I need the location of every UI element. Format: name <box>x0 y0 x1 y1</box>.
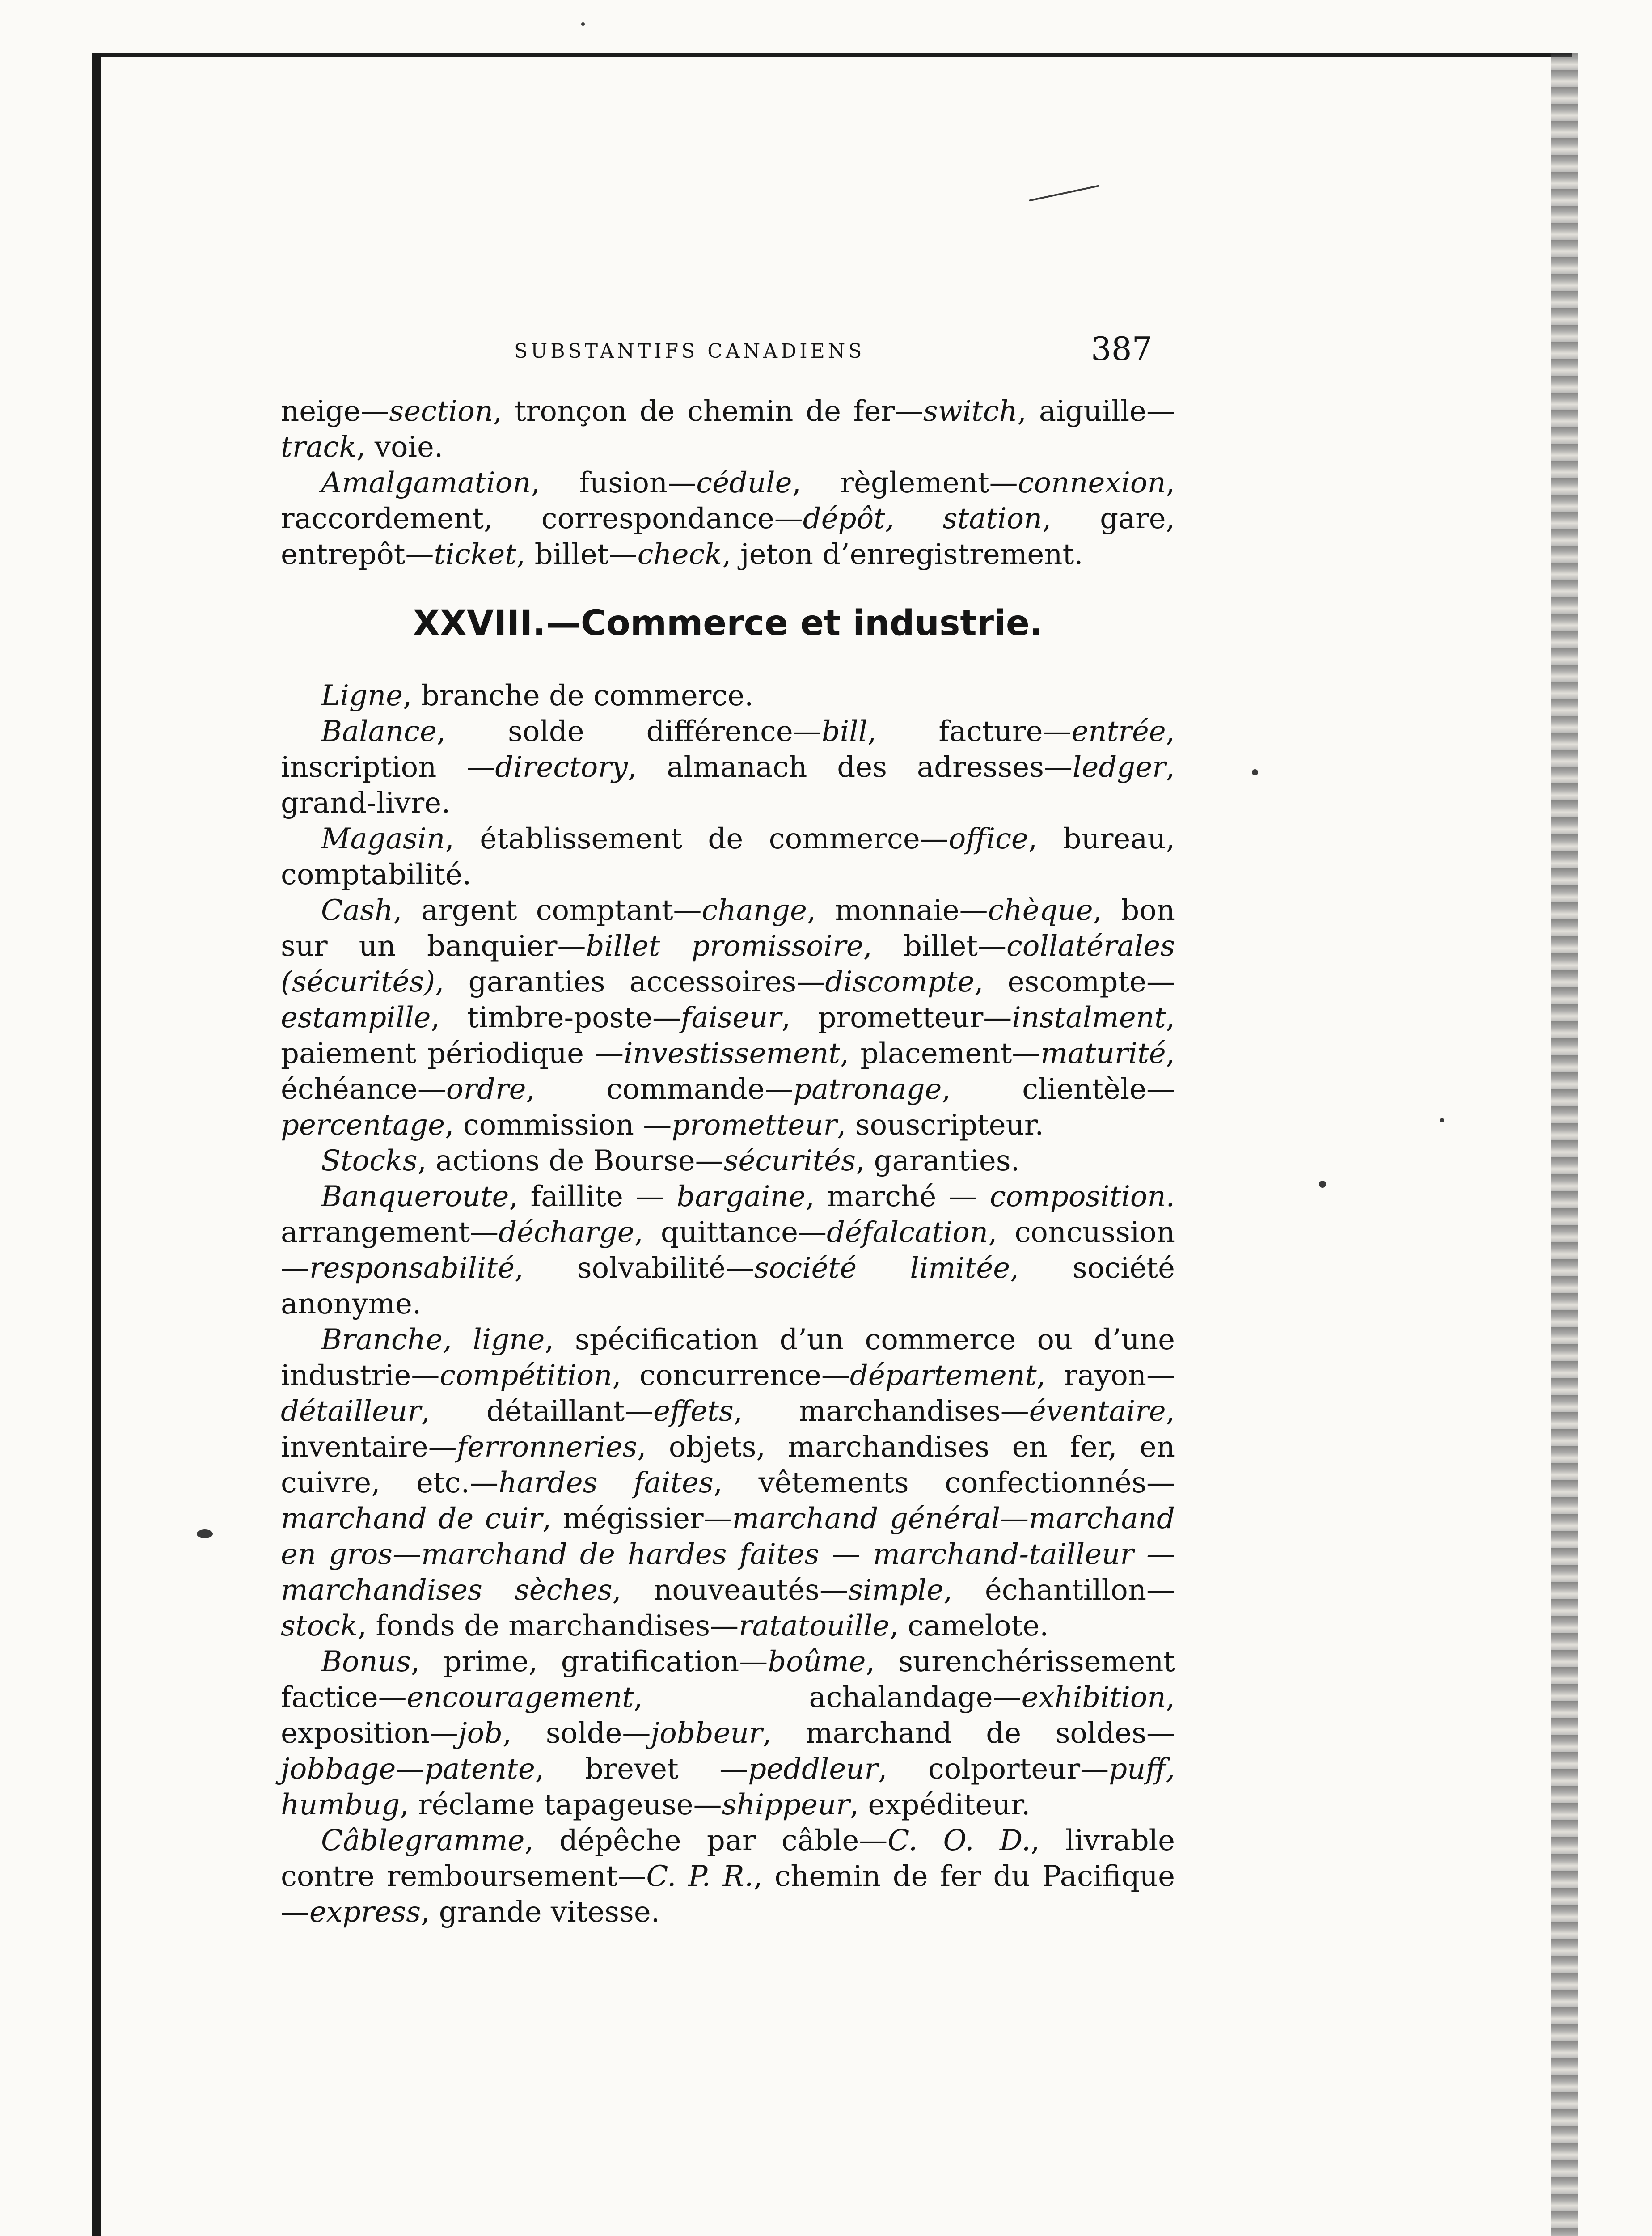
text-run: , concurrence— <box>612 1359 850 1392</box>
page-number: 387 <box>1091 330 1153 368</box>
body-paragraph <box>281 1322 1175 1644</box>
italic-term: simple <box>848 1574 944 1607</box>
text-run: , quittance— <box>634 1216 827 1249</box>
italic-term: Amalgamation <box>321 466 531 500</box>
scan-speck <box>581 22 585 26</box>
body-paragraph <box>281 1179 1175 1322</box>
italic-term: billet promissoire <box>586 930 863 963</box>
italic-term: Stocks <box>321 1144 418 1177</box>
text-run: , placement— <box>840 1037 1041 1070</box>
text-run: , inventaire— <box>281 1395 1175 1464</box>
text-run: , échéance— <box>281 1037 1175 1106</box>
scan-stray-mark <box>1029 185 1099 201</box>
italic-term: hardes faites <box>498 1466 714 1499</box>
italic-term: responsabilité <box>309 1252 515 1285</box>
scan-speck <box>1252 769 1258 775</box>
text-run: , fusion— <box>531 466 697 500</box>
italic-term: directory <box>495 751 628 784</box>
text-run: , inscription — <box>281 715 1175 784</box>
text-run: , marchand de soldes— <box>762 1717 1175 1750</box>
text-run: , souscripteur. <box>837 1109 1044 1142</box>
text-run: , tronçon de chemin de fer— <box>493 395 923 428</box>
italic-term: track <box>281 431 357 464</box>
text-run: , réclame tapageuse— <box>400 1788 722 1821</box>
italic-term: patronage <box>793 1073 942 1106</box>
italic-term: compétition <box>439 1359 613 1392</box>
scan-speck <box>1440 1118 1444 1122</box>
text-run: , échantillon— <box>943 1574 1175 1607</box>
text-run: , solde différence— <box>436 715 822 748</box>
text-run: , paiement périodique — <box>281 1001 1175 1070</box>
text-run: , solde— <box>503 1717 651 1750</box>
text-run: , chemin de fer du Pacifique— <box>281 1860 1175 1929</box>
scan-speck <box>1319 1181 1326 1188</box>
text-run: , escompte— <box>974 966 1175 999</box>
italic-term: ferronneries <box>456 1431 638 1464</box>
text-run: , argent comptant— <box>393 894 702 927</box>
text-run: , prime, gratification— <box>410 1645 768 1678</box>
italic-term: faiseur <box>681 1001 782 1034</box>
text-run: , aiguille— <box>1017 395 1175 428</box>
italic-term: Branche, ligne <box>321 1323 545 1356</box>
text-run: , grand-livre. <box>281 751 1175 820</box>
text-run: , bureau, comptabilité. <box>281 822 1175 891</box>
italic-term: change <box>701 894 807 927</box>
body-paragraph <box>281 893 1175 1143</box>
text-run: neige— <box>281 395 389 428</box>
italic-term: C. P. R. <box>646 1860 754 1893</box>
italic-term: département <box>849 1359 1037 1392</box>
text-run: , mégissier— <box>542 1502 732 1535</box>
italic-term: discompte <box>825 966 975 999</box>
text-run: , grande vitesse. <box>421 1896 660 1929</box>
text-run: , livrable contre remboursement— <box>281 1824 1175 1893</box>
text-run: , jeton d’enregistrement. <box>722 538 1083 571</box>
italic-term: effets <box>653 1395 734 1428</box>
text-run: , billet— <box>863 930 1006 963</box>
text-run: , dépêche par câble— <box>524 1824 888 1857</box>
text-run: , solvabilité— <box>515 1252 754 1285</box>
italic-term: Bonus <box>321 1645 411 1678</box>
body-paragraph <box>281 1823 1175 1930</box>
text-run: , bon sur un banquier— <box>281 894 1175 963</box>
italic-term: investissement <box>624 1037 840 1070</box>
text-run: , prometteur— <box>781 1001 1012 1034</box>
text-run: , règlement— <box>792 466 1018 500</box>
text-run: , voie. <box>356 431 444 464</box>
italic-term: Balance <box>321 715 437 748</box>
text-run: , achalandage— <box>634 1681 1022 1714</box>
body-paragraph <box>281 678 1175 714</box>
text-run: , commande— <box>526 1073 794 1106</box>
text-run: , objets, marchandises en fer, en cuivre, etc.— <box>281 1431 1175 1499</box>
italic-term: shippeur <box>722 1788 850 1821</box>
italic-term: jobbeur <box>651 1717 763 1750</box>
italic-term: estampille <box>281 1001 431 1034</box>
text-run: , nouveautés— <box>612 1574 848 1607</box>
text-run: , brevet — <box>535 1753 748 1786</box>
text-run: , établissement de commerce— <box>445 822 949 855</box>
italic-term: check <box>637 538 722 571</box>
text-run: , timbre-poste— <box>431 1001 681 1034</box>
italic-term: Cash <box>321 894 393 927</box>
italic-term: décharge <box>499 1216 634 1249</box>
text-run: , société anonyme. <box>281 1252 1175 1321</box>
text-run: , vêtements confectionnés— <box>713 1466 1175 1499</box>
running-head: SUBSTANTIFS CANADIENS <box>514 340 865 363</box>
text-run: , raccordement, correspondance— <box>281 466 1175 535</box>
text-run: , monnaie— <box>807 894 988 927</box>
text-run: , gare, entrepôt— <box>281 502 1175 571</box>
italic-term: C. O. D. <box>887 1824 1031 1857</box>
scan-page-edge <box>1551 53 1578 2236</box>
italic-term: ordre <box>446 1073 526 1106</box>
italic-term: prometteur <box>672 1109 837 1142</box>
text-run: , faillite — <box>509 1180 677 1213</box>
italic-term: sécurités <box>723 1144 856 1177</box>
text-run: , marché — <box>805 1180 990 1213</box>
italic-term: ledger <box>1072 751 1166 784</box>
section-heading: XXVIII.—Commerce et industrie. <box>413 603 1043 644</box>
text-run: , almanach des adresses— <box>628 751 1073 784</box>
italic-term: percentage <box>281 1109 445 1142</box>
scan-binding-edge <box>92 53 101 2236</box>
scan-speck <box>197 1529 213 1538</box>
text-run: , facture— <box>867 715 1072 748</box>
italic-term: exhibition <box>1021 1681 1166 1714</box>
scan-top-rule <box>92 53 1572 57</box>
italic-term: office <box>948 822 1028 855</box>
italic-term: cédule <box>696 466 792 500</box>
text-run: , clientèle— <box>942 1073 1175 1106</box>
italic-term: dépôt, station <box>803 502 1043 535</box>
text-run: , camelote. <box>889 1609 1049 1643</box>
italic-term: peddleur <box>748 1753 879 1786</box>
text-run: , garanties. <box>855 1144 1020 1177</box>
italic-term: switch <box>923 395 1018 428</box>
text-run: , garanties accessoires— <box>435 966 825 999</box>
italic-term: instalment <box>1012 1001 1166 1034</box>
italic-term: marchand de cuir <box>281 1502 542 1535</box>
italic-term: marchand général—marchand en gros—marchand de hardes faites — marchand-tailleur — marchandises sèches <box>281 1502 1175 1607</box>
italic-term: bill <box>821 715 868 748</box>
italic-term: puff, humbug <box>281 1753 1175 1821</box>
text-run: arrangement— <box>281 1216 499 1249</box>
italic-term: connexion <box>1018 466 1166 500</box>
italic-term: collatérales (sécurités) <box>281 930 1175 999</box>
italic-term: jobbage—patente <box>281 1753 535 1786</box>
italic-term: Magasin <box>321 822 445 855</box>
page-body <box>281 394 1175 1930</box>
italic-term: express <box>309 1896 421 1929</box>
body-paragraph <box>281 1143 1175 1179</box>
italic-term: bargaine <box>676 1180 806 1213</box>
italic-term: éventaire <box>1029 1395 1166 1428</box>
italic-term: société limitée <box>754 1252 1010 1285</box>
text-run: , surenchérissement factice— <box>281 1645 1175 1714</box>
body-paragraph <box>281 394 1175 465</box>
text-run: , marchandises— <box>733 1395 1029 1428</box>
italic-term: chèque <box>988 894 1093 927</box>
text-run: , concussion— <box>281 1216 1175 1285</box>
italic-term: section <box>389 395 493 428</box>
italic-term: ratatouille <box>739 1609 890 1643</box>
italic-term: job <box>458 1717 503 1750</box>
italic-term: stock <box>281 1609 358 1643</box>
body-paragraph <box>281 821 1175 893</box>
text-run: , fonds de marchandises— <box>357 1609 739 1643</box>
italic-term: boûme <box>768 1645 866 1678</box>
italic-term: Câblegramme <box>321 1824 525 1857</box>
body-paragraph <box>281 465 1175 572</box>
body-paragraph <box>281 714 1175 821</box>
italic-term: ticket <box>434 538 516 571</box>
text-run: , expéditeur. <box>849 1788 1031 1821</box>
italic-term: entrée <box>1071 715 1166 748</box>
italic-term: Ligne <box>321 679 403 712</box>
italic-term: composition. <box>989 1180 1175 1213</box>
italic-term: Banqueroute <box>321 1180 509 1213</box>
text-run: , rayon— <box>1036 1359 1175 1392</box>
text-run: , actions de Bourse— <box>417 1144 724 1177</box>
text-run: , détaillant— <box>421 1395 654 1428</box>
italic-term: défalcation <box>827 1216 989 1249</box>
text-run: , exposition— <box>281 1681 1175 1750</box>
italic-term: détailleur <box>281 1395 421 1428</box>
italic-term: maturité <box>1040 1037 1166 1070</box>
body-paragraph <box>281 1644 1175 1823</box>
text-run: , spécification d’un commerce ou d’une industrie— <box>281 1323 1175 1392</box>
italic-term: encouragement <box>406 1681 634 1714</box>
text-run: , branche de commerce. <box>403 679 754 712</box>
text-run: , commission — <box>445 1109 672 1142</box>
text-run: , colporteur— <box>878 1753 1109 1786</box>
text-run: , billet— <box>516 538 638 571</box>
